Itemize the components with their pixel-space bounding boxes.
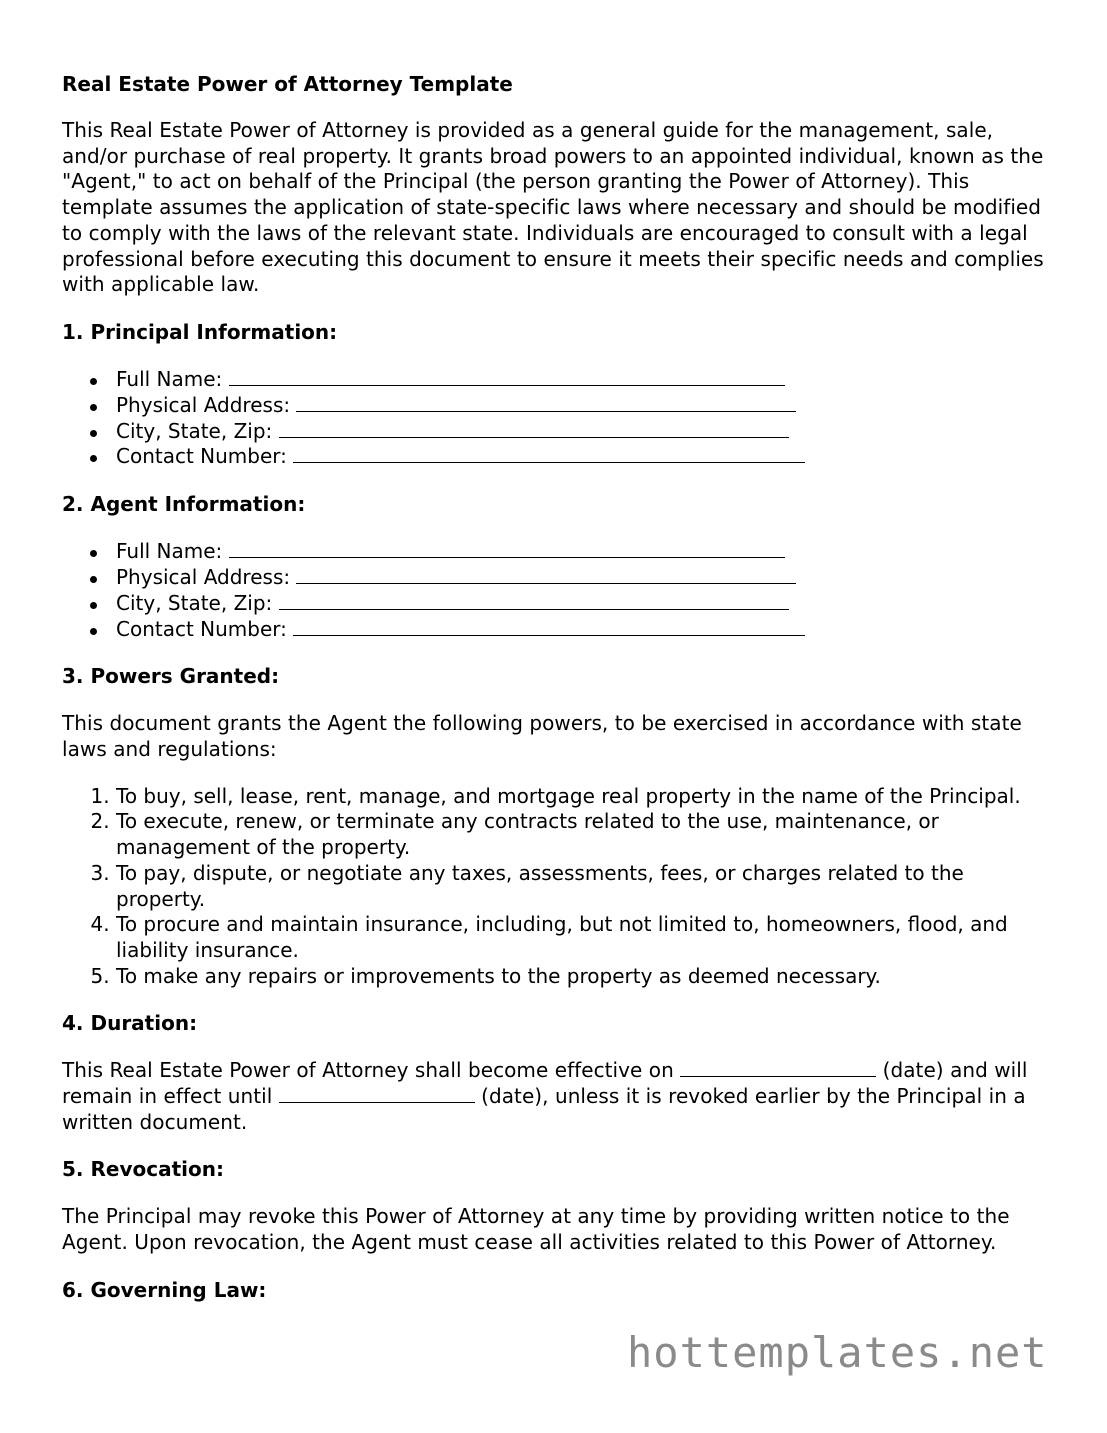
powers-heading: 3. Powers Granted: (62, 664, 280, 689)
power-item: 4. To procure and maintain insurance, including, but not limited to, homeowners, flood, and liability insurance. (116, 912, 1052, 963)
duration-text: (date), unless it is revoked earlier by the Principal in a written document. (62, 1084, 1026, 1134)
blank-line[interactable] (296, 566, 796, 584)
duration-heading: 4. Duration: (62, 1011, 198, 1036)
power-item: 3. To pay, dispute, or negotiate any taxes, assessments, fees, or charges related to the property. (116, 861, 1052, 912)
power-item: 1. To buy, sell, lease, rent, manage, and mortgage real property in the name of the Principal. (116, 784, 1052, 810)
revocation-heading: 5. Revocation: (62, 1157, 224, 1182)
blank-line[interactable] (279, 420, 789, 438)
powers-intro: This document grants the Agent the following powers, to be exercised in accordance with state laws and regulations: (62, 711, 1022, 761)
agent-full-name (88, 539, 1052, 565)
revocation-paragraph: The Principal may revoke this Power of Attorney at any time by providing written notice to the Agent. Upon revocation, the Agent must cease all activities related to this Power of Attorney. (62, 1204, 1010, 1255)
agent-fields (62, 539, 1052, 642)
principal-full-name (88, 367, 1052, 393)
watermark: hottemplates.net (627, 1328, 1048, 1377)
powers-list (62, 784, 1052, 990)
field-label: City, State, Zip: (116, 418, 273, 443)
blank-line[interactable] (293, 445, 805, 463)
document-title: Real Estate Power of Attorney Template (62, 72, 513, 96)
effective-date-blank[interactable] (680, 1059, 876, 1077)
field-label: Full Name: (116, 539, 223, 564)
governing-law-heading: 6. Governing Law: (62, 1277, 267, 1302)
blank-line[interactable] (296, 394, 796, 412)
agent-address (88, 565, 1052, 591)
duration-text: This Real Estate Power of Attorney shall become effective on (62, 1058, 674, 1083)
agent-heading: 2. Agent Information: (62, 492, 306, 517)
duration-text: (date) and will remain in effect until (62, 1058, 1028, 1109)
field-label: City, State, Zip: (116, 590, 273, 615)
blank-line[interactable] (229, 540, 785, 558)
blank-line[interactable] (279, 592, 789, 610)
intro-paragraph: This Real Estate Power of Attorney is provided as a general guide for the management, sale, and/or purchase of real property. It grants broad powers to an appointed individual, known as the "Agent," to act on behalf of the Principal (the person granting the Power of Attorney). This template assumes the application of state-specific laws where necessary and should be modified to comply with the laws of the relevant state. Individuals are encouraged to consult with a legal professional before executing this document to ensure it meets their specific needs and complies with applicable law. (62, 118, 1044, 297)
field-label: Contact Number: (116, 444, 287, 469)
field-label: Contact Number: (116, 616, 287, 641)
duration-paragraph (62, 1058, 1052, 1135)
principal-contact (88, 444, 1052, 470)
principal-city (88, 419, 1052, 445)
end-date-blank[interactable] (279, 1085, 475, 1103)
field-label: Full Name: (116, 366, 223, 391)
power-item: 5. To make any repairs or improvements to the property as deemed necessary. (116, 964, 1052, 990)
blank-line[interactable] (293, 618, 805, 636)
field-label: Physical Address: (116, 392, 291, 417)
principal-fields (62, 367, 1052, 470)
agent-contact (88, 617, 1052, 643)
document-page (62, 71, 1052, 1325)
principal-heading: 1. Principal Information: (62, 319, 338, 344)
blank-line[interactable] (229, 368, 785, 386)
field-label: Physical Address: (116, 564, 291, 589)
agent-city (88, 591, 1052, 617)
power-item: 2. To execute, renew, or terminate any contracts related to the use, maintenance, or management of the property. (116, 809, 1052, 860)
principal-address (88, 393, 1052, 419)
